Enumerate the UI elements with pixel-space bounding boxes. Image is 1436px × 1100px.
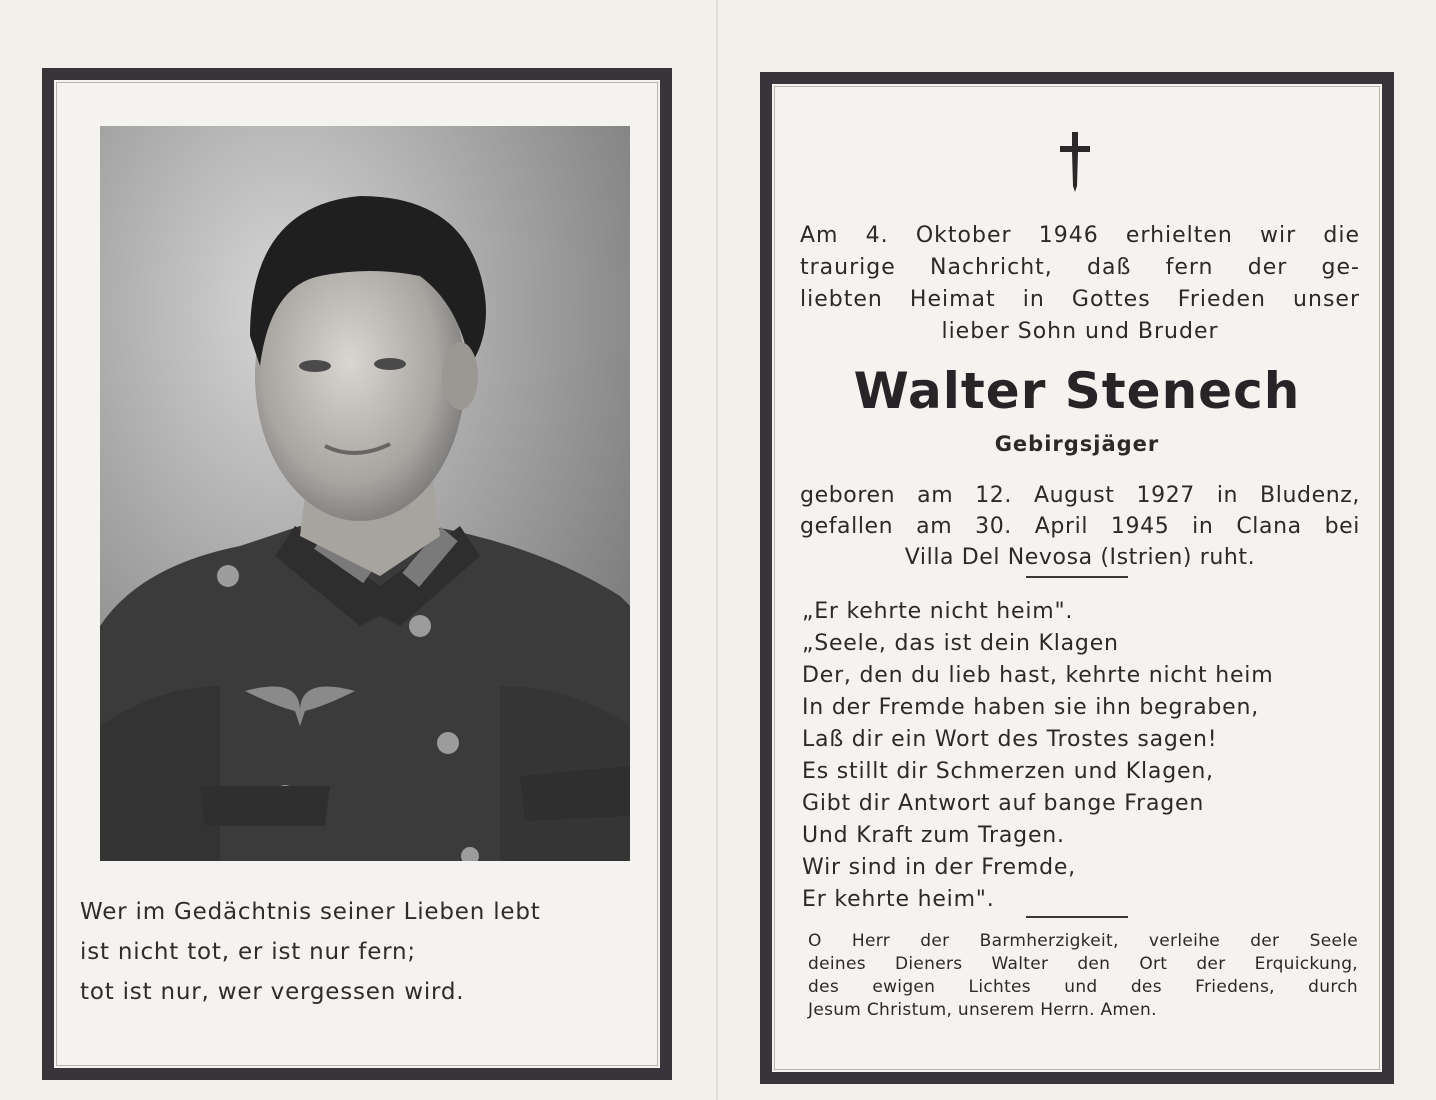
poem-line: Er kehrte heim".: [802, 887, 995, 912]
prayer-line: O Herr der Barmherzigkeit, verleihe der Seele: [808, 931, 1358, 951]
poem-line: „Seele, das ist dein Klagen: [802, 631, 1119, 656]
quote-line: tot ist nur, wer vergessen wird.: [80, 979, 465, 1005]
date-line: Villa Del Nevosa (Istrien) ruht.: [904, 545, 1256, 570]
date-line: gefallen am 30. April 1945 in Clana bei: [800, 514, 1360, 539]
prayer-line: des ewigen Lichtes und des Friedens, durch: [808, 977, 1358, 997]
intro-line: lieber Sohn und Bruder: [941, 319, 1219, 344]
divider: [1026, 576, 1128, 578]
poem-line: Wir sind in der Fremde,: [802, 855, 1076, 880]
card-fold: [716, 0, 718, 1100]
prayer-line: deines Dieners Walter den Ort der Erquickung,: [808, 954, 1358, 974]
quote-line: ist nicht tot, er ist nur fern;: [80, 939, 416, 965]
poem-line: Gibt dir Antwort auf bange Fragen: [802, 791, 1205, 816]
military-rank: Gebirgsjäger: [994, 432, 1160, 456]
poem-line: In der Fremde haben sie ihn begraben,: [802, 695, 1260, 720]
right-panel: [760, 72, 1394, 1084]
divider: [1026, 916, 1128, 918]
intro-line: liebten Heimat in Gottes Frieden unser: [800, 287, 1360, 312]
poem-line: Der, den du lieb hast, kehrte nicht heim: [802, 663, 1274, 688]
poem-line: Laß dir ein Wort des Trostes sagen!: [802, 727, 1218, 752]
left-panel: [42, 68, 672, 1080]
intro-line: Am 4. Oktober 1946 erhielten wir die: [800, 223, 1360, 248]
poem-line: „Er kehrte nicht heim".: [802, 599, 1074, 624]
portrait-photo: [100, 126, 630, 861]
date-line: geboren am 12. August 1927 in Bludenz,: [800, 483, 1360, 508]
memorial-quote: [80, 892, 640, 1012]
prayer-line: Jesum Christum, unserem Herrn. Amen.: [808, 1000, 1157, 1020]
cross-icon: [1050, 126, 1100, 196]
prayer: [808, 930, 1358, 1022]
intro-line: traurige Nachricht, daß fern der ge-: [800, 255, 1360, 280]
poem-line: Es stillt dir Schmerzen und Klagen,: [802, 759, 1214, 784]
poem-line: Und Kraft zum Tragen.: [802, 823, 1065, 848]
soldier-portrait-icon: [100, 126, 630, 861]
deceased-name: Walter Stenech: [853, 362, 1301, 420]
quote-line: Wer im Gedächtnis seiner Lieben lebt: [80, 899, 541, 925]
announcement-text: [800, 220, 1360, 348]
life-dates: [800, 480, 1360, 573]
poem: [802, 596, 1362, 916]
